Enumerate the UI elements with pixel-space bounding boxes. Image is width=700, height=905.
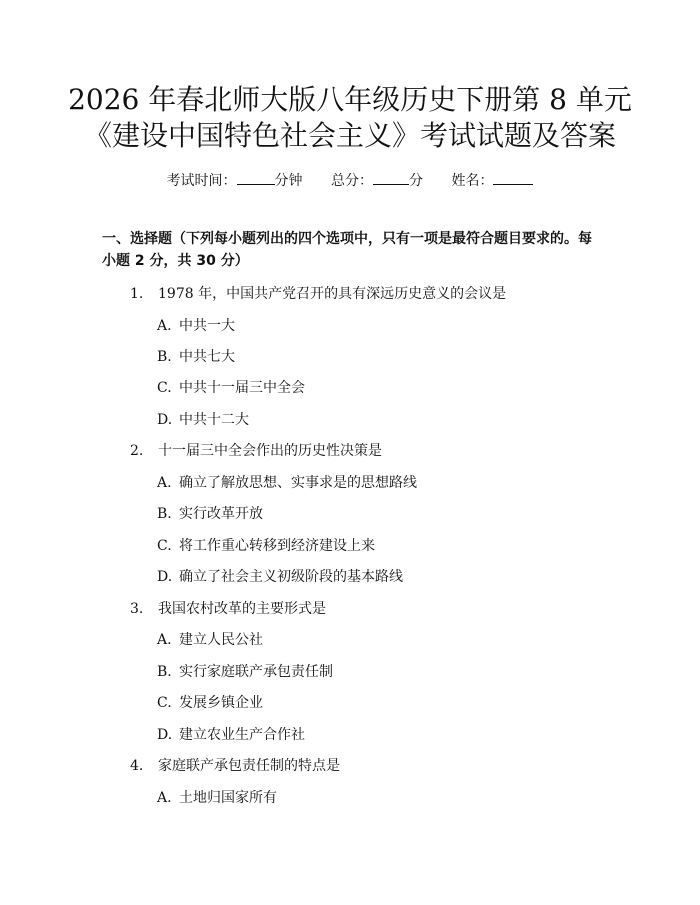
question-number: 1.: [130, 286, 144, 302]
option-text: 中共十二大: [179, 412, 249, 428]
option-letter: A.: [157, 790, 172, 806]
question-1-option-d: [157, 410, 249, 430]
question-number: 2.: [130, 443, 144, 459]
question-1-option-b: [157, 347, 235, 367]
total-score-unit: 分: [409, 173, 423, 189]
question-4: [130, 756, 340, 776]
question-2-option-b: [157, 504, 263, 524]
option-text: 发展乡镇企业: [179, 695, 263, 711]
option-text: 建立人民公社: [179, 632, 263, 648]
option-text: 中共七大: [179, 349, 235, 365]
section-heading: 一、选择题（下列每小题列出的四个选项中，只有一项是最符合题目要求的。每小题 2 分，共 30 分）: [102, 231, 592, 269]
option-letter: D.: [157, 569, 173, 585]
question-1-option-c: [157, 378, 305, 398]
question-text: 我国农村改革的主要形式是: [158, 601, 326, 617]
question-4-option-a: [157, 788, 277, 808]
option-text: 将工作重心转移到经济建设上来: [179, 538, 375, 554]
option-letter: D.: [157, 727, 173, 743]
option-text: 实行家庭联产承包责任制: [179, 664, 333, 680]
option-letter: B.: [157, 664, 172, 680]
question-text: 1978 年，中国共产党召开的具有深远历史意义的会议是: [158, 286, 507, 302]
question-3-option-c: [157, 693, 263, 713]
question-2-option-d: [157, 567, 403, 587]
exam-time: [167, 173, 303, 189]
option-text: 中共一大: [179, 318, 235, 334]
option-text: 实行改革开放: [179, 506, 263, 522]
question-1-option-a: [157, 316, 235, 336]
question-text: 家庭联产承包责任制的特点是: [158, 758, 340, 774]
option-text: 确立了社会主义初级阶段的基本路线: [179, 569, 403, 585]
question-3-option-a: [157, 630, 263, 650]
question-3: [130, 599, 326, 619]
exam-time-blank: [237, 170, 275, 185]
question-text: 十一届三中全会作出的历史性决策是: [158, 443, 382, 459]
option-text: 中共十一届三中全会: [179, 380, 305, 396]
question-2-option-c: [157, 536, 375, 556]
exam-title-line-2: 《建设中国特色社会主义》考试试题及答案: [83, 119, 616, 152]
question-2-option-a: [157, 473, 417, 493]
option-letter: B.: [157, 506, 172, 522]
option-letter: C.: [157, 538, 172, 554]
question-number: 4.: [130, 758, 144, 774]
option-text: 建立农业生产合作社: [179, 727, 305, 743]
question-1: [130, 284, 506, 304]
exam-time-unit: 分钟: [274, 173, 303, 189]
total-score-label: 总分：: [331, 173, 373, 189]
option-text: 土地归国家所有: [179, 790, 277, 806]
option-letter: C.: [157, 380, 172, 396]
question-2: [130, 441, 382, 461]
question-number: 3.: [130, 601, 144, 617]
total-score: [331, 173, 423, 189]
option-letter: B.: [157, 349, 172, 365]
exam-time-label: 考试时间：: [166, 173, 237, 189]
question-3-option-b: [157, 662, 333, 682]
exam-title-line-1: 2026 年春北师大版八年级历史下册第 8 单元: [68, 83, 632, 116]
total-score-blank: [373, 170, 409, 185]
option-letter: A.: [157, 475, 172, 491]
question-3-option-d: [157, 725, 305, 745]
student-name: [451, 173, 533, 189]
exam-meta: [0, 170, 700, 191]
option-letter: A.: [157, 632, 172, 648]
option-text: 确立了解放思想、实事求是的思想路线: [179, 475, 417, 491]
student-name-label: 姓名：: [451, 173, 494, 189]
student-name-blank: [493, 170, 533, 185]
option-letter: D.: [157, 412, 173, 428]
option-letter: A.: [157, 318, 172, 334]
option-letter: C.: [157, 695, 172, 711]
